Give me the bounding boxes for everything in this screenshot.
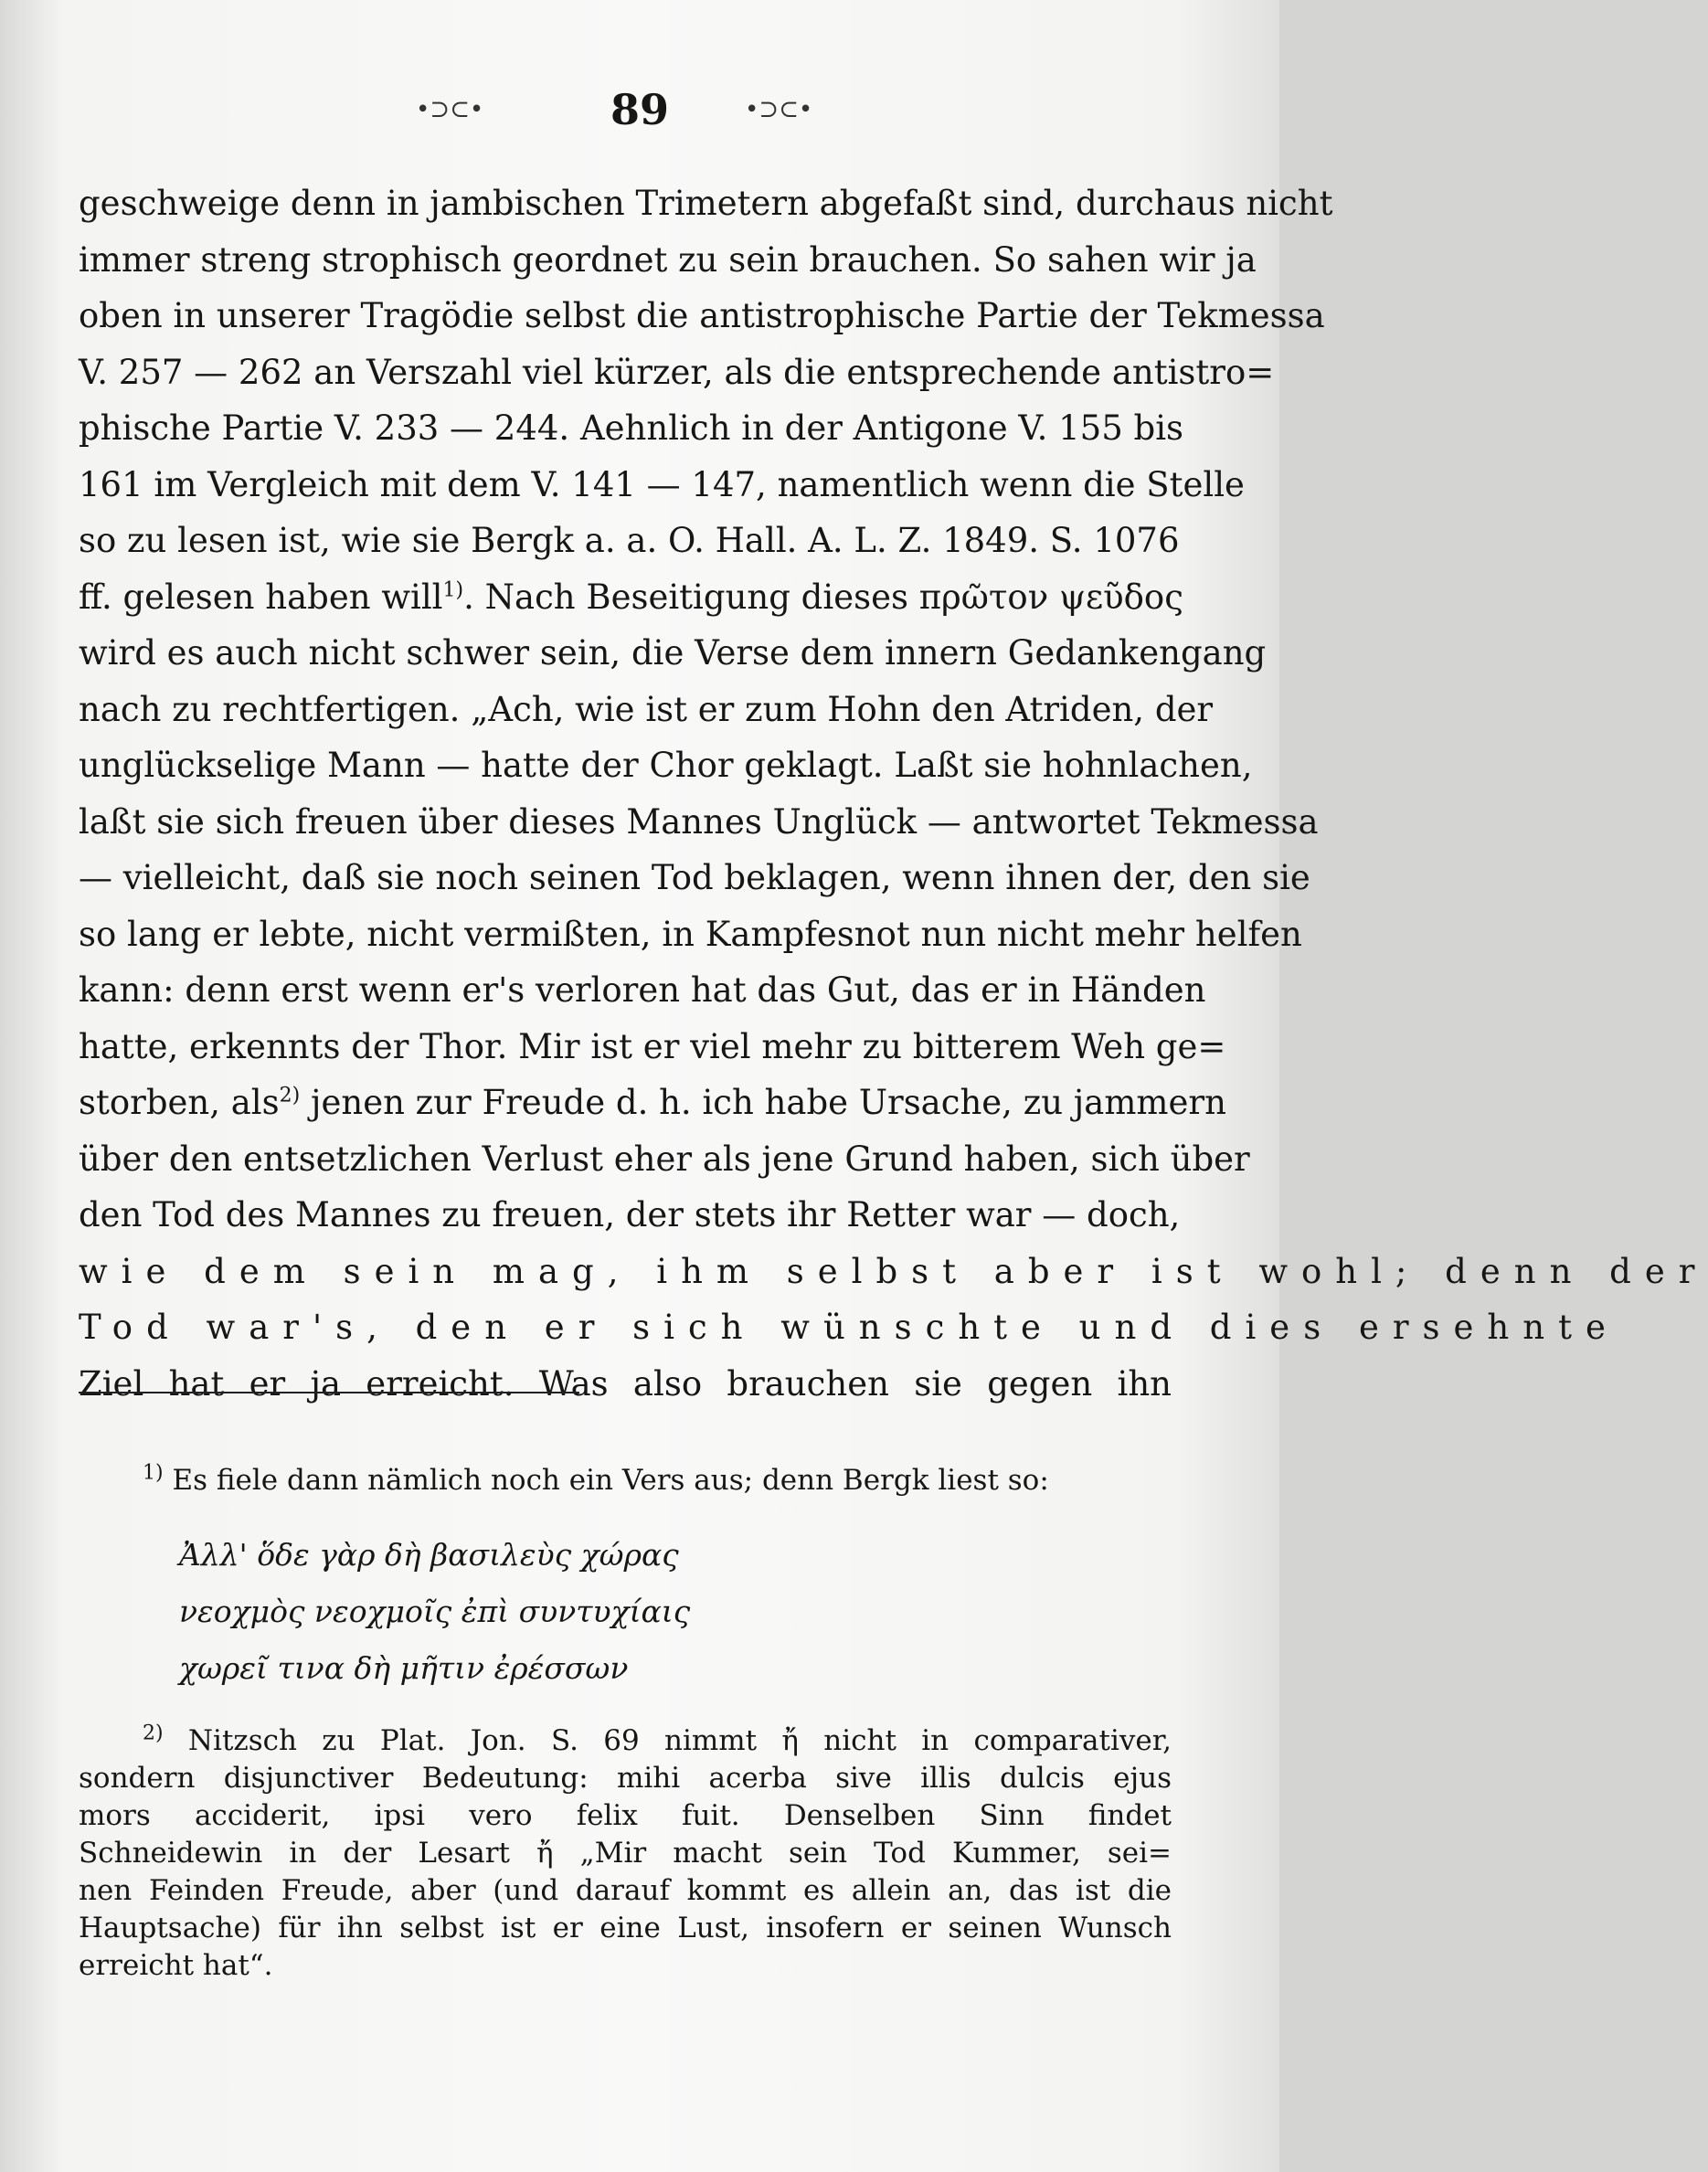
text-line: Ziel hat er ja erreicht. Was also brauchen sie gegen ihn (79, 1363, 1172, 1404)
footnote-ref-2: 2) (279, 1084, 301, 1107)
main-text (79, 175, 1708, 1412)
text-line: geschweige denn in jambischen Trimetern abgefaßt sind, durchaus nicht (79, 184, 1333, 223)
text-line: V. 257 — 262 an Verszahl viel kürzer, als die entsprechende antistro= (79, 352, 1275, 392)
footnote-2 (79, 1722, 1172, 1985)
footnote-marker-1: 1) (143, 1461, 164, 1485)
text-line: den Tod des Mannes zu freuen, der stets ihr Retter war — doch, (79, 1195, 1181, 1234)
text-line: oben in unserer Tragödie selbst die antistrophische Partie der Tekmessa (79, 296, 1325, 335)
text-line: unglückselige Mann — hatte der Chor geklagt. Laßt sie hohnlachen, (79, 746, 1253, 785)
text-line: nach zu rechtfertigen. „Ach, wie ist er zum Hohn den Atriden, der (79, 689, 1214, 729)
text-line: über den entsetzlichen Verlust eher als jene Grund haben, sich über (79, 1139, 1250, 1179)
text-line-with-footnote-1 (79, 569, 1183, 626)
greek-verse-line: Ἀλλ' ὅδε γὰρ δὴ βασιλεὺς χώρας (179, 1537, 679, 1573)
footnote-line: Schneidewin in der Lesart ἤ „Mir macht sein Tod Kummer, sei= (79, 1837, 1172, 1870)
text-line: so lang er lebte, nicht vermißten, in Kampfesnot nun nicht mehr helfen (79, 914, 1302, 954)
spaced-text-line: wie dem sein mag, ihm selbst aber ist wohl; denn der (79, 1251, 1708, 1291)
text-line: laßt sie sich freuen über dieses Mannes Unglück — antwortet Tekmessa (79, 801, 1319, 842)
footnote-line: Hauptsache) für ihn selbst ist er eine Lust, insofern er seinen Wunsch (79, 1912, 1172, 1944)
footnote-line: mors acciderit, ipsi vero felix fuit. Denselben Sinn findet (79, 1799, 1172, 1832)
footnote-line (79, 1462, 1172, 1499)
greek-verse-line: νεοχμὸς νεοχμοῖς ἐπὶ συντυχίαις (179, 1594, 691, 1629)
spaced-text-line: Tod war's, den er sich wünschte und dies ersehnte (79, 1308, 1619, 1347)
footnote-ref-1: 1) (442, 578, 464, 602)
text-line: 161 im Vergleich mit dem V. 141 — 147, namentlich wenn die Stelle (79, 464, 1245, 504)
footnote-line: nen Feinden Freude, aber (und darauf kommt es allein an, das ist die (79, 1874, 1172, 1907)
text-segment: ff. gelesen haben will (79, 577, 443, 617)
text-line: kann: denn erst wenn er's verloren hat das Gut, das er in Händen (79, 970, 1206, 1010)
header-ornament-left: •⊃⊂• (416, 96, 484, 123)
text-line: — vielleicht, daß sie noch seinen Tod beklagen, wenn ihnen der, den sie (79, 858, 1310, 897)
text-line: phische Partie V. 233 — 244. Aehnlich in der Antigone V. 155 bis (79, 408, 1184, 448)
greek-verse-line: χωρεῖ τινα δὴ μῆτιν ἐρέσσων (179, 1650, 629, 1686)
text-line: so zu lesen ist, wie sie Bergk a. a. O. Hall. A. L. Z. 1849. S. 1076 (79, 521, 1180, 560)
footnote-line: sondern disjunctiver Bedeutung: mihi acerba sive illis dulcis ejus (79, 1762, 1172, 1795)
footnote-2-text: Nitzsch zu Plat. Jon. S. 69 nimmt ἤ nicht in comparativer, (187, 1724, 1172, 1757)
footnote-rule (79, 1392, 579, 1393)
page-number: 89 (610, 85, 669, 134)
footnote-line (79, 1722, 1172, 1760)
footnote-marker-2: 2) (143, 1722, 164, 1745)
footnote-line: erreicht hat“. (79, 1949, 273, 1982)
footnote-1 (79, 1462, 1172, 1499)
text-segment: storben, als (79, 1083, 280, 1122)
text-line: wird es auch nicht schwer sein, die Verse dem innern Gedankengang (79, 633, 1267, 673)
text-line-with-footnote-2 (79, 1075, 1226, 1131)
header-ornament-right: •⊃⊂• (745, 96, 813, 123)
text-line: hatte, erkennts der Thor. Mir ist er viel mehr zu bitterem Weh ge= (79, 1026, 1226, 1066)
page-header (0, 82, 1279, 137)
footnote-1-text: Es fiele dann nämlich noch ein Vers aus; denn Bergk liest so: (172, 1464, 1049, 1497)
text-segment: jenen zur Freude d. h. ich habe Ursache, zu jammern (300, 1083, 1226, 1122)
text-segment: . Nach Beseitigung dieses πρῶτον ψεῦδος (463, 577, 1183, 617)
text-line: immer streng strophisch geordnet zu sein brauchen. So sahen wir ja (79, 239, 1257, 280)
